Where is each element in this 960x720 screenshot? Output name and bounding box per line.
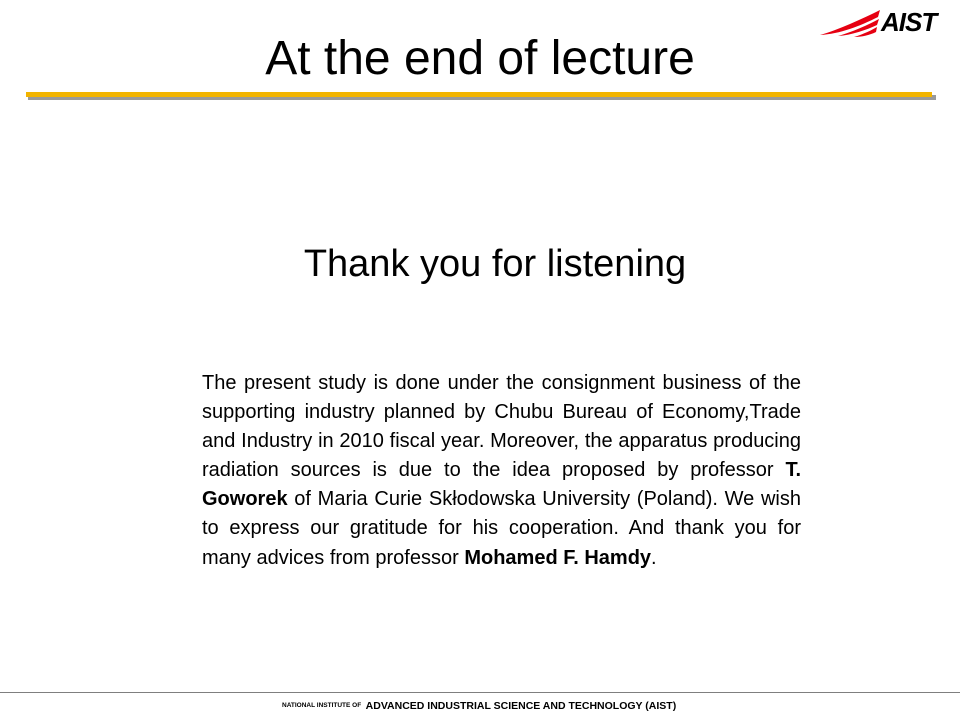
professor-name-hamdy: Mohamed F. Hamdy [464,546,652,569]
logo-wordmark: AIST [881,7,937,37]
footer-institution-name: ADVANCED INDUSTRIAL SCIENCE AND TECHNOLOGY (AIST) [365,700,677,712]
title-underline [26,92,936,100]
paragraph-text-1: The present study is done under the consignment business of the supporting industry planned by Chubu Bureau of Economy,Trade and Industry in 2010 fiscal year. Moreover, the apparatus producing radiation sources is due to the idea proposed by professor [202,372,801,482]
paragraph-text-2: of Maria Curie Skłodowska University (Poland). We wish to express our gratitude for his cooperation. And thank you for many advices from professor [202,488,801,569]
paragraph-text-3: . [651,546,657,569]
footer-prefix: NATIONAL INSTITUTE OF [282,702,362,709]
footer-institution [282,699,676,713]
slide-title: At the end of lecture [265,32,695,85]
acknowledgement-paragraph [202,369,801,573]
footer-divider [0,692,960,693]
professor-name-goworek: T. Goworek [202,459,801,511]
thank-you-heading: Thank you for listening [303,243,687,285]
